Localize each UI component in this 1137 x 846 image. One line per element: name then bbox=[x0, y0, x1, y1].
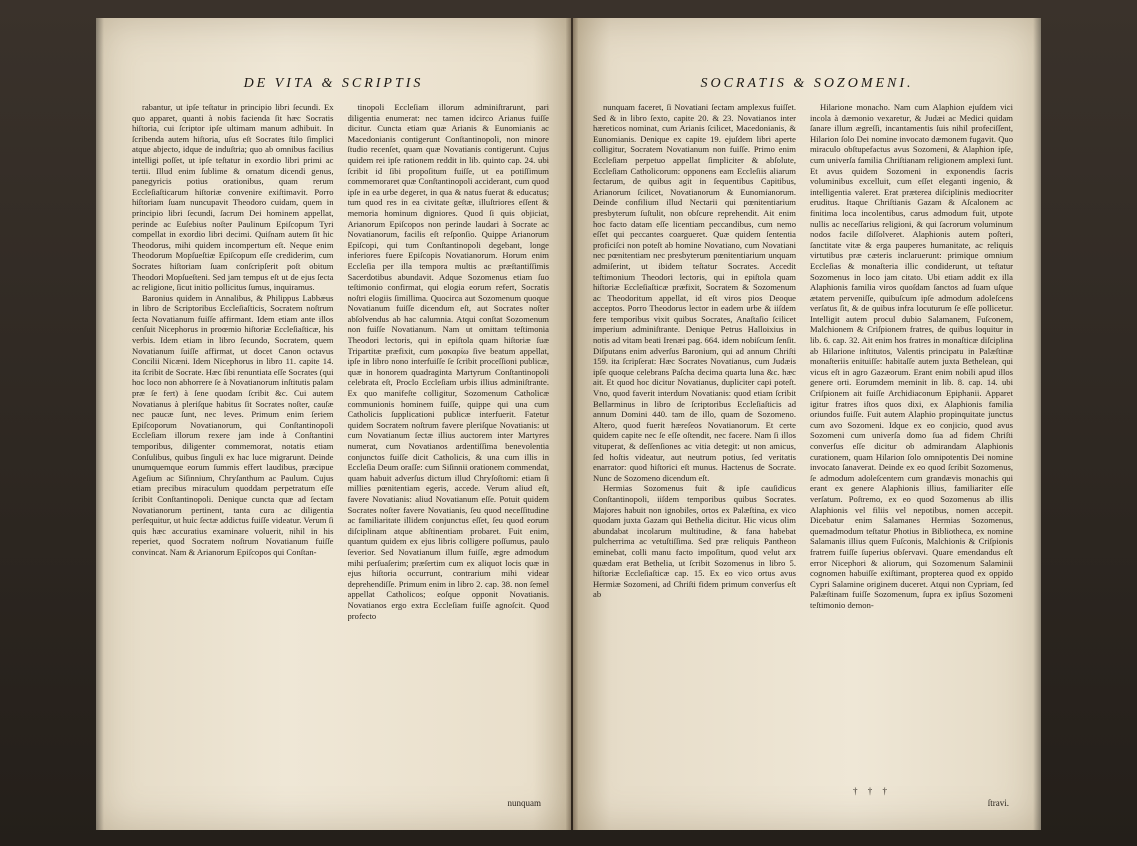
left-edge-shadow bbox=[96, 18, 104, 830]
left-page bbox=[96, 18, 571, 830]
paragraph: rabantur, ut ipſe teſtatur in principio libri ſecundi. Ex quo apparet, quanti à nobis facienda ſit hæc Socratis hiſtoria, cui ſcriptor ipſe ultimam manum adhibuit. In ſcribenda autem hiſtoria, uſus eſt Socrates ſtilo ſimplici atque abjecto, idque de induſtria; quo ab omnibus facilius intelligi poſſet, ut ipſe teſtatur in exordio libri primi ac tertii. Illud enim ſublime & ornatum dicendi genus, panegyricis potius orationibus, quam rerum Eccleſiaſticarum hiſtoriæ convenire exiſtimavit. Porro hiſtoriam ſuam nuncupavit Theodoro cuidam, quem in principio libri ſecundi, ſacrum Dei hominem appellat, perinde ac Euſebius noſter Paulinum Epiſcopum Tyri compellat in exordio libri decimi. Quiſnam autem ſit hic Theodorus, mihi quidem incompertum eſt. Neque enim Theodorum Mopſueſtiæ Epiſcopum eſſe crediderim, cum Socrates hiſtoriam ſuam conſcripſerit poſt obitum Theodori Mopſueſteni. Sed jam tempus eſt ut de ejus ſecta ac religione, ſicut initio pollicitus ſumus, inquiramus. bbox=[132, 102, 334, 293]
left-running-head: DE VITA & SCRIPTIS bbox=[243, 76, 424, 91]
right-edge-shadow bbox=[1033, 18, 1041, 830]
paragraph: Hilarione monacho. Nam cum Alaphion ejuſdem vici incola à dæmonio vexaretur, & Judæi ac Medici quidam ſanare illum ægreſſi, incantamentis ſuis nihil profeciſſent, Hilarion ſolo Dei nomine invocato dæmonem fugavit. Quo miraculo obſtupefactus avus Sozomeni, & Alaphion ipſe, cum univerſa familia Chriſtianam religionem amplexi ſunt. Et avus quidem Sozomeni in exponendis ſacris voluminibus excelluit, cum eſſet eleganti ingenio, & intelligentia valeret. Erat præterea diſciplinis mediocriter eruditus. Itaque Chriſtianis Gazam & Aſcalonem ac finitima loca incolentibus, carus admodum fuit, utpote nullis ac neceſſarius religioni, & qui ſacrorum voluminum nodos facile diſſolveret. Alaphionis autem poſteri, ſanctitate vitæ & erga pauperes humanitate, ac reliquis virtutibus præ cæteris inclaruerunt: primique omnium Eccleſias & monaſteria illic condiderunt, ut teſtatur Sozomenus in loco jam citato. Ubi etiam addit ex illa Alaphionis familia viros quoſdam ſanctos ad ſuam uſque ætatem perveniſſe, quibuſcum ipſe admodum adoleſcens verſatus ſit, & de quibus infra locuturum ſe eſſe pollicetur. Intelligit autem procul dubio Salamanem, Fuſconem, Malchionem & Criſpionem fratres, de quibus loquitur in lib. 6. cap. 32. Ait enim hos fratres in monaſticæ diſciplina ab Hilarione inſtitutos, Valentis principatu in Palæſtinæ monaſteriis enituiſſe: habitaſſe autem juxta Bethelean, qui vicus eſt in agro Gazæorum. Erant enim nobili apud illos genere orti. Eorumdem meminit in lib. 8. cap. 14. ubi Criſpionem ait fuiſſe Archidiaconum Epiphanii. Apparet igitur fratres iſtos quos dixi, ex Alaphionis familia oriundos fuiſſe. Fuit autem Alaphio propinquitate junctus cum avo Sozomeni. Idque ex eo conjicio, quod avus Sozomeni cum univerſa domo ſua ad fidem Chriſti converſus eſſe dicitur ob admirandam Alaphionis curationem, quam Hilarion ſolo omnipotentis Dei nomine invocato ſanaverat. Deinde ex eo quod ſcribit Sozomenus, ſe admodum adoleſcentem cum grandævis monachis qui erant ex genere Alaphionis illius, familiariter eſſe verſatum. Poſtremo, ex eo quod Sozomenus ab illis Alaphionis vel filiis vel nepotibus, nomen accepit. Dicebatur enim Salamanes Hermias Sozomenus, quemadmodum teſtatur Photius in Bibliotheca, ex nomine Salamanis illius quem Fuſconis, Malchionis & Criſpionis fratrem fuiſſe ſuperius obſervavi. Quare emendandus eſt error Nicephori & aliorum, qui Sozomenum Salaminii cognomen habuiſſe exiſtimant, propterea quod ex oppido Cypri Salamine originem duceret. Atqui non Cypriam, ſed Palæſtinam fuiſſe Sozomenum, ſupra ex ipſius Sozomeni teſtimonio demon- bbox=[810, 102, 1013, 610]
right-column-1 bbox=[593, 102, 796, 802]
paragraph: Hermias Sozomenus fuit & ipſe cauſidicus Conſtantinopoli, iiſdem temporibus quibus Socrates. Majores habuit non ignobiles, ortos ex Palæſtina, ex vico quodam juxta Gazam qui Bethelia dicitur. Hic vicus olim abundabat incolarum multitudine, & fana habebat pulcherrima ac vetuſtiſſima. Sed præ reliquis Pantheon eminebat, colli manu facto impoſitum, quod velut arx quædam erat Bethelia, ut ſcribit Sozomenus in libro 5. hiſtoriæ Eccleſiaſticæ cap. 15. Ex eo vico ortus avus Hermiæ Sozomeni, ad Chriſti fidem primum converſus eſt ab bbox=[593, 483, 796, 600]
right-page-columns bbox=[593, 102, 1013, 802]
right-catchword: ſtravi. bbox=[987, 798, 1009, 808]
book-gutter bbox=[566, 18, 578, 830]
left-column-2 bbox=[348, 102, 550, 802]
paragraph: tinopoli Eccleſiam illorum adminiſtrarunt, pari diligentia enumerat: nec tamen idcirco Arianus fuiſſe dicitur. Cuncta etiam quæ Arianis & Eunomianis ac Macedonianis contigerunt Conſtantinopoli, non minore ſtudio recenſet, quam quæ Novatianis contigerunt. Cujus quidem rei ipſe rationem reddit in lib. quinto cap. 24. ubi ſcribit id ſibi propoſitum fuiſſe, ut ea potiſſimum commemoraret quæ Conſtantinopoli acciderant, cum quod ipſe in ea urbe degeret, in qua & natus fuerat & educatus; tum quod res in ea civitate geſtæ, illuſtriores eſſent & memoria hominum digniores. Quod ſi quis objiciat, Arianorum Epiſcopos non perinde laudari à Socrate ac Novatianorum, facilis eſt reſponſio. Quippe Arianorum Epiſcopi, qui tum Conſtantinopoli degebant, longe inferiores fuere Epiſcopis Novatianorum. Horum enim Eccleſia per illa tempora multis ac præſtantiſſimis Sacerdotibus abundavit. Adque Sozomenus etiam ſuo teſtimonio confirmat, qui elogia eorum refert, Socratis noſtri elogiis ſimillima. Quocirca aut Sozomenum quoque Novatianum fuiſſe dicendum eſt, aut Socrates noſter abſolvendus ab hac calumnia. Atqui conſtat Sozomenum non fuiſſe Novatianum. Nam ut omittam teſtimonia Theodori lectoris, qui in epiſtola quam hiſtoriæ ſuæ Tripartitæ præfixit, cum μακαρίω ſive beatum appellat, ipſe in libro nono interfuiſſe ſe ſcribit proceſſioni publicæ, quæ in honorem quadraginta Martyrum Conſtantinopoli celebrata eſt, Proclo Eccleſiam urbis illius adminiſtrante. Ex quo manifeſte colligitur, Sozomenum Catholicæ communionis hominem fuiſſe, quippe qui una cum Catholicis ſupplicationi publicæ interfuerit. Fatetur quidem Socratem noſtrum favere pleriſque Novatianis: ut cum Novatianum ſectæ illius auctorem inter Martyres numerat, cum Novatianos ardentiſſima benevolentia conjunctos fuiſſe dicit Catholicis, & una cum illis in Eccleſia Deum oraſſe: cum Siſinnii orationem commendat, quam habuit adverſus dictum illud Chryſoſtomi: etiam ſi millies pœnitentiam egeris, accede. Verum aliud eſt, favere Novatianis: aliud Novatianum eſſe. Potuit quidem Socrates noſter favere Novatianis, ſeu quod neceſſitudine ac familiaritate illidem conjunctus eſſet, ſeu quod eorum diſciplinam atque abſtinentiam probaret. Fuit enim, quantum quidem ex ejus libris colligere poſſumus, paulo ſeverior. Sed Novatianum illum fuiſſe, ægre admodum mihi perſuaſerim; præſertim cum ex aliquot locis quæ in ejus hiſtoria occurrunt, contrarium mihi videar deprehendiſſe. Primum enim in libro 2. cap. 38. non ſemel appellat Catholicos; eoſque opponit Novatianis. Novatianos ergo extra Eccleſiam fuiſſe agnoſcit. Quod profecto bbox=[347, 102, 549, 621]
paragraph: nunquam faceret, ſi Novatiani ſectam amplexus fuiſſet. Sed & in libro ſexto, capite 20. & 23. Novatianos inter hæreticos nominat, cum Arianis ſcilicet, Macedonianis, & Eunomianis. Denique ex capite 19. ejuſdem libri aperte colligitur, Socratem Novatianum non fuiſſe. Primo enim Eccleſiam perpetuo appellat ſimpliciter & abſolute, Eccleſiam Catholicorum: opponens eam Eccleſiis aliarum ſectarum, de quibus agit in ſequentibus Capitibus, Arianorum ſcilicet, Novatianorum & Eunomianorum. Deinde confilium illud Nectarii qui pœnitentiarium presbyterum ſuſtulit, non obſcure reprehendit. Ait enim hoc facto datam eſſe licentiam peccandibus, cum nemo eſſet qui peccantes coargueret. Quæ quidem ſententia proficiſci non poteſt ab homine Novatiano, cum Novatiani nec pœnitentiam nec presbyterum pœnitentiarium unquam admiſerint, ut ibidem teſtatur Socrates. Accedit teſtimonium Theodori lectoris, qui in epiſtola quam hiſtoriæ Eccleſiaſticæ præfixit, Socratem & Sozomenum ac Theodoritum appellat, id eſt viros pios Deoque acceptos. Porro Theodorus lector in eadem urbe & iiſdem fere temporibus vixit quibus Socrates, Anaſtaſio ſcilicet imperium adminiſtrante. Denique Petrus Halloixius in notis ad vitam beati Irenæi pag. 664. idem nobiſcum ſenſit. Diſputans enim adverſus Baronium, qui ad annum Chriſti 159. ita ſcripſerat: Hæc Socrates Novatianus, cum Judæis ipſe quoque celebrans Paſcha decima quarta luna &c. hæc ait. Et quod hoc dicitur Novatianus, dupliciter capi poteſt. Vno, quod faverit interdum Novatianis: quod etiam ſcribit Bellarminus in libro de ſcriptoribus Eccleſiaſticis ad annum Domini 440. tam de illo, quam de Sozomeno. Altero, quod fuerit hæreſeos Novatianorum. Et certe quidem capite nec ſe eſſe oſtendit, nec facere. Nam ſi illos vituperat, & deſſenſiones ac vitia detegit: ut non amicus, ſed hoſtis videatur, aut neutrum potius, ſed veritatis enarrator: quod hiſtorici eſt munus. Hactenus de Socrate. Nunc de Sozomeno dicendum eſt. bbox=[593, 102, 796, 483]
paragraph: Baronius quidem in Annalibus, & Philippus Labbæus in libro de Scriptoribus Eccleſiaſticis, Socratem noſtrum ſecta Novatianum fuiſſe affirmant. Idem etiam ante illos cenſuit Nicephorus in proœmio hiſtoriæ Eccleſiaſticæ, his verbis. Idem etiam in libro ſecundo, Socratem, quem Novatianum ſuiſſe affirmat, ut docet Canon octavus Concilii Nicæni. Idem Nicephorus in libro 11. capite 14. ita ſcribit de Socrate. Hæc ſibi renuntiata eſſe Socrates (qui hoc loco non abhorrere ſe à Novatianorum inſtitutis palam præ ſe fert) à ſene quodam ſcribit &c. Cui autem Novatianus à pleriſque habitus ſit Socrates noſter, cauſæ nec paucæ ſunt, nec leves. Primum enim ſeriem Epiſcoporum Novatianorum, qui Conſtantinopoli Eccleſiam illorum rexere jam inde à Conſtantini temporibus, diligenter commemorat, notatis etiam Conſulibus, quibus ſinguli ex hac luce migrarunt. Deinde unumquemque eorum ſummis effert laudibus, præcipue Ageſium ac Siſinnium, Chryſanthum ac Paulum. Cujus etiam precibus miraculum quoddam perpetratum eſſe ſcribit Conſtantinopoli. Denique cuncta quæ ad ſectam Novatianorum pertinent, tanta cura ac diligentia perſequitur, ut huic ſectæ addictus fuiſſe videatur. Verum ſi quis hæc accuratius examinare voluerit, nihil in his reperiet, quod Socratem noſtrum Novatianum fuiſſe convincat. Nam & Arianorum Epiſcopos qui Conſtan- bbox=[132, 292, 334, 557]
left-catchword: nunquam bbox=[507, 798, 541, 808]
right-running-head: SOCRATIS & SOZOMENI. bbox=[700, 76, 914, 91]
left-column-1 bbox=[132, 102, 334, 802]
left-page-columns bbox=[132, 102, 549, 802]
right-page bbox=[573, 18, 1041, 830]
right-column-2 bbox=[810, 102, 1013, 802]
ornament: † † † bbox=[853, 786, 891, 796]
